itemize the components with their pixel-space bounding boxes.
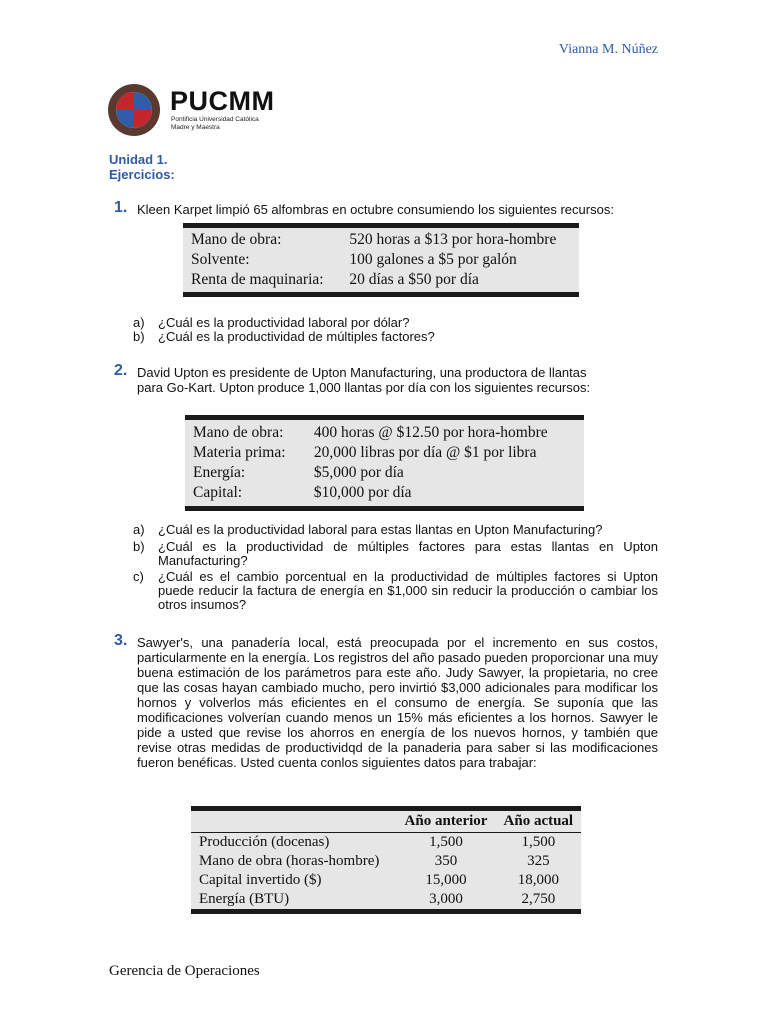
resource-amount: 100 galones a $5 por galón [349,251,517,268]
university-logo [108,84,278,140]
row-label: Capital invertido ($) [199,872,322,888]
column-header-curr: Año actual [503,813,574,829]
value-curr: 18,000 [517,872,559,888]
table-row [183,230,579,250]
exercise-2-question-b [133,540,663,568]
page-footer: Gerencia de Operaciones [109,963,260,979]
logo-brand: PUCMM [170,86,275,116]
unit-subtitle: Ejercicios: [109,167,175,182]
question-text: ¿Cuál es la productividad laboral para estas llantas en Upton Manufacturing? [158,522,603,537]
table-row [191,833,581,853]
table-row [191,852,581,871]
exercise-1-question-b [133,330,653,344]
exercise-2-question-a [133,523,663,537]
resource-label: Solvente: [191,251,250,268]
row-label: Energía (BTU) [199,891,290,907]
question-label: b) [133,539,145,554]
table-row [191,890,581,909]
resource-amount: 400 horas @ $12.50 por hora-hombre [313,424,548,441]
table-row [185,483,584,503]
resource-amount: $10,000 por día [313,484,412,501]
value-prev: 350 [434,853,458,869]
exercise-3-text: Sawyer's, una panadería local, está preocupada por el incremento en sus costos, particularmente en la energía. Los registros del año pasado pueden proporcionar una muy buena estimación de los parámetros para este año. Judy Sawyer, la propietaria, no cree que las cosas hayan cambiado mucho, pero invirtió $3,000 adicionales para modificar los hornos y volverlos más eficientes en el consumo de energía. Se suponía que las modificaciones volverían cuando menos un 15% más eficientes a los hornos. Sawyer le pide a usted que revise los ahorros en energía de los nuevos hornos, y también que revise otras medidas de productividqd de la panaderia para saber si las modificaciones fueron benéficas. Usted cuenta conlos siguientes datos para trabajar: [137,635,658,770]
exercise-3-table [191,806,581,914]
column-header [191,811,396,833]
unit-heading [109,152,175,182]
question-label: c) [133,569,144,584]
column-header-prev: Año anterior [404,813,488,829]
table-row [183,250,579,270]
resource-label: Energía: [193,464,246,481]
row-label: Producción (docenas) [199,834,330,850]
resource-label: Capital: [193,484,243,501]
question-text: ¿Cuál es la productividad de múltiples factores para estas llantas en Upton Manufacturing? [158,539,658,568]
exercise-2-table [185,415,584,511]
logo-subtitle-line2: Madre y Maestra [171,123,220,131]
value-curr: 2,750 [521,891,556,907]
resource-label: Mano de obra: [193,424,284,441]
exercise-2-text-line1: David Upton es presidente de Upton Manufacturing, una productora de llantas [137,365,587,380]
table-row [191,871,581,890]
question-text: ¿Cuál es el cambio porcentual en la productividad de múltiples factores si Upton puede reducir la factura de energía en $1,000 sin reducir la producción o cambiar los otros insumos? [158,569,658,612]
question-label: b) [133,329,145,344]
logo-subtitle [171,116,281,131]
row-label: Mano de obra (horas-hombre) [199,853,380,869]
resource-amount: $5,000 por día [313,464,404,481]
unit-title: Unidad 1. [109,152,168,167]
exercise-1-question-a [133,316,653,330]
resource-amount: 520 horas a $13 por hora-hombre [349,231,557,248]
resource-label: Mano de obra: [191,231,282,248]
table-row [183,270,579,290]
value-curr: 325 [527,853,550,869]
resource-label: Renta de maquinaria: [191,271,324,288]
resource-label: Materia prima: [193,444,286,461]
question-label: a) [133,522,145,537]
resource-amount: 20,000 libras por día @ $1 por libra [313,444,537,461]
value-prev: 3,000 [429,891,463,907]
exercise-2-number: 2. [114,362,128,379]
table-row [185,463,584,483]
exercise-2-text [137,365,590,395]
table-row [185,443,584,463]
resource-amount: 20 días a $50 por día [349,271,479,288]
author-name: Vianna M. Núñez [558,42,658,57]
question-text: ¿Cuál es la productividad de múltiples factores? [158,329,435,344]
logo-subtitle-line1: Pontificia Universidad Católica [171,116,259,123]
table-header-row [191,811,581,833]
exercise-2-question-c [133,570,663,612]
exercise-1-text: Kleen Karpet limpió 65 alfombras en octubre consumiendo los siguientes recursos: [137,202,614,217]
exercise-2-text-line2: para Go-Kart. Upton produce 1,000 llantas por día con los siguientes recursos: [137,380,591,395]
exercise-1-number: 1. [114,199,128,216]
university-seal-icon [108,84,160,136]
value-curr: 1,500 [521,834,556,850]
value-prev: 15,000 [425,872,467,888]
table-row [185,423,584,443]
question-text: ¿Cuál es la productividad laboral por dólar? [158,315,410,330]
exercise-3-number: 3. [114,632,128,649]
value-prev: 1,500 [429,834,463,850]
question-label: a) [133,315,145,330]
exercise-1-table [183,223,579,297]
